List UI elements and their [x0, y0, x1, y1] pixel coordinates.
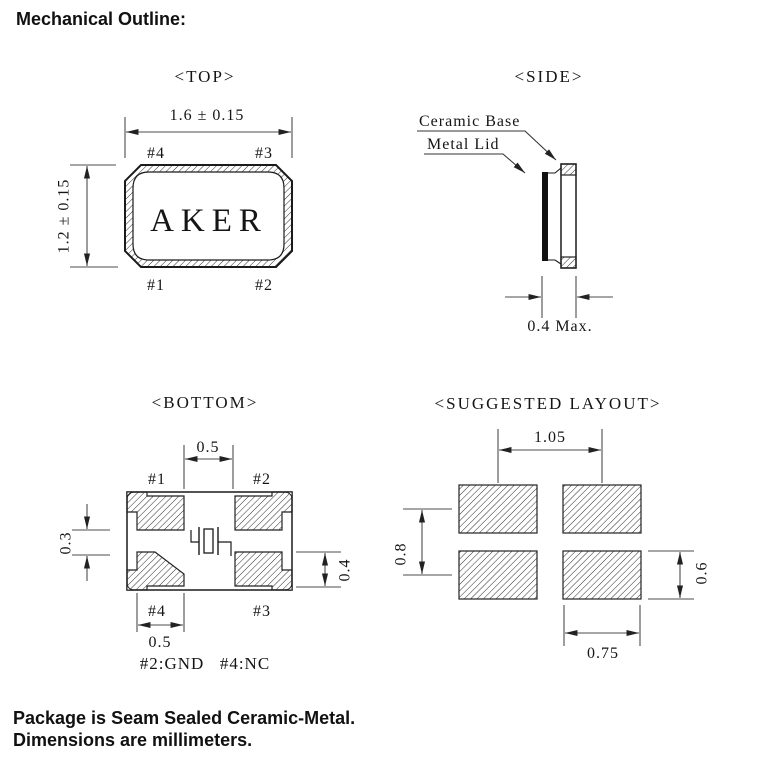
side-view [417, 67, 613, 335]
top-pin-2: #2 [255, 277, 273, 294]
bottom-pin-4: #4 [148, 603, 166, 620]
bottom-dim-right-pad: 0.4 [336, 558, 354, 582]
top-pin-3: #3 [255, 145, 273, 162]
land-pad-3 [563, 551, 641, 599]
layout-dim-pad-width: 0.75 [587, 645, 619, 662]
metal-lid-profile [542, 172, 548, 261]
pad-4 [127, 552, 184, 590]
page-title: Mechanical Outline: [16, 9, 187, 29]
lid-seam-bottom [548, 260, 561, 264]
top-view-title: <TOP> [174, 67, 236, 86]
pad-2 [235, 492, 292, 530]
land-pad-2 [563, 485, 641, 533]
footer-note-2: Dimensions are millimeters. [13, 730, 253, 750]
layout-dim-pad-height: 0.6 [693, 561, 711, 585]
bottom-view [58, 393, 354, 673]
side-dim-thickness: 0.4 Max. [527, 318, 593, 335]
bottom-dim-left-gap: 0.3 [57, 531, 75, 555]
bottom-view-title: <BOTTOM> [151, 393, 259, 412]
suggested-layout-view [393, 394, 711, 662]
metal-lid-label: Metal Lid [427, 136, 500, 153]
layout-dim-pitch-y: 0.8 [392, 542, 410, 566]
brand-marking: AKER [150, 203, 268, 239]
bottom-pin-3: #3 [253, 603, 271, 620]
bottom-dim-bottom-pad: 0.5 [148, 634, 172, 651]
top-pin-4: #4 [147, 145, 165, 162]
layout-dim-pitch-x: 1.05 [534, 429, 566, 446]
pad-1 [127, 492, 184, 530]
top-dim-width: 1.6 ± 0.15 [169, 107, 245, 124]
crystal-symbol [191, 527, 231, 556]
side-view-title: <SIDE> [514, 67, 584, 86]
layout-view-title: <SUGGESTED LAYOUT> [434, 394, 662, 413]
top-dim-height: 1.2 ± 0.15 [55, 178, 73, 254]
note-gnd: #2:GND [139, 654, 205, 673]
footer-note-1: Package is Seam Sealed Ceramic-Metal. [13, 708, 356, 728]
side-castellation-bottom [561, 257, 576, 268]
metal-lid-leader-line [424, 154, 525, 173]
land-pad-4 [459, 551, 537, 599]
side-castellation-top [561, 164, 576, 175]
crystal-wire-right [218, 542, 231, 556]
bottom-dim-top-gap: 0.5 [196, 439, 220, 456]
crystal-element [204, 529, 213, 553]
land-pad-1 [459, 485, 537, 533]
crystal-wire-left [191, 530, 199, 542]
bottom-pin-1: #1 [148, 471, 166, 488]
ceramic-base-profile [561, 164, 576, 268]
pad-3 [235, 552, 292, 590]
note-nc: #4:NC [219, 654, 271, 673]
lid-seam-top [548, 168, 561, 173]
top-pin-1: #1 [147, 277, 165, 294]
ceramic-base-label: Ceramic Base [419, 113, 521, 130]
bottom-pin-2: #2 [253, 471, 271, 488]
top-view [56, 67, 293, 294]
